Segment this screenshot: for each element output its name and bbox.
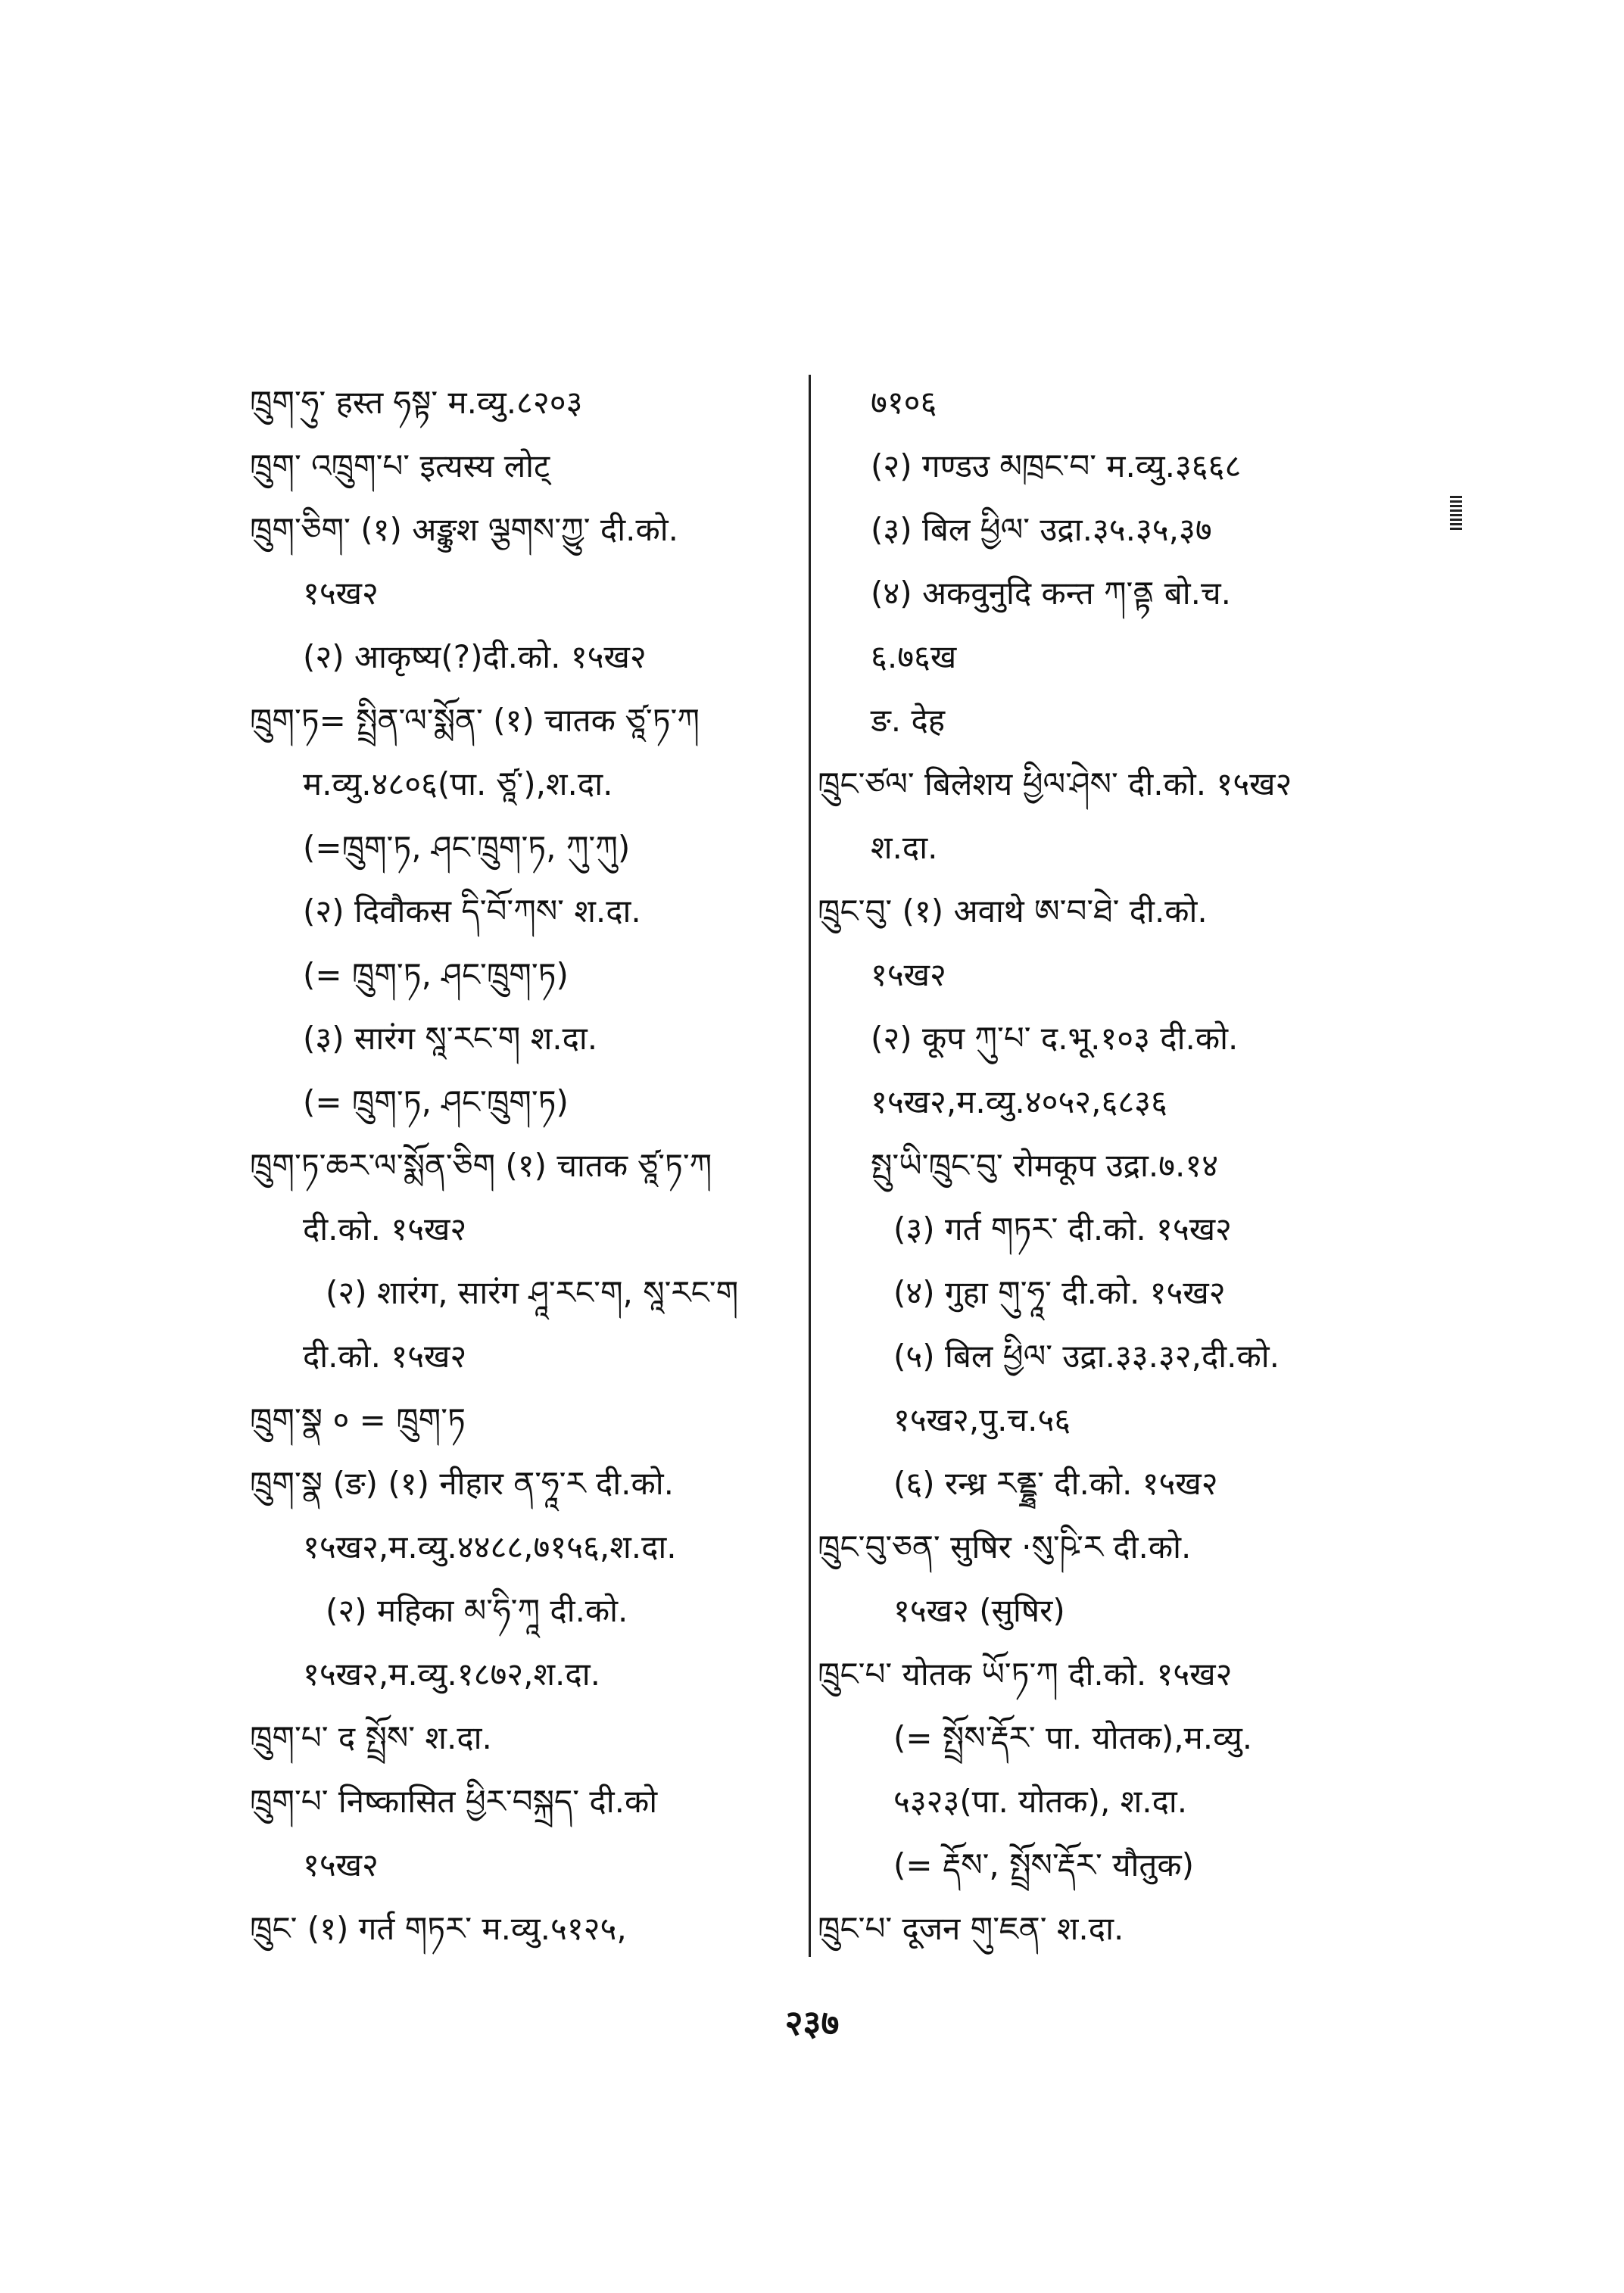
left-column bbox=[250, 371, 803, 1961]
entry-line: (२) आकृष्य(?)दी.को. १५ख२ bbox=[303, 638, 647, 675]
entry-line: (३) बिल ཕྱིལ་ उद्रा.३५.३५,३७ bbox=[871, 511, 1212, 548]
page-number: २३७ bbox=[784, 2002, 840, 2043]
entry-line: ङ. देह bbox=[871, 702, 946, 739]
right-column bbox=[818, 371, 1439, 1961]
entry-line: ཁྲུག་པ་ निष्कासित ཕྱིར་བསྐྲད་ दी.को bbox=[250, 1783, 658, 1820]
entry-line: (३) गर्त གཏར་ दी.को. १५ख२ bbox=[893, 1210, 1232, 1248]
entry-line: (६) रन्ध्र རནྡྷྲ་ दी.को. १५ख२ bbox=[893, 1465, 1218, 1502]
entry-line: ཁྲུང་བུ་ཅན་ सुषिर ·སུ་ཥི་ར दी.को. bbox=[818, 1528, 1192, 1566]
entry-line: १५ख२,म.व्यु.१८७२,श.दा. bbox=[303, 1656, 600, 1693]
entry-line: (२) गण्डउ མཁྲང་བ་ म.व्यु.३६६८ bbox=[871, 447, 1242, 484]
entry-line: १५ख२,म.व्यु.४४८८,७१५६,श.दा. bbox=[303, 1528, 677, 1566]
entry-line: १५ख२,म.व्यु.४०५२,६८३६ bbox=[871, 1083, 1167, 1120]
entry-line: (२) शारंग, सारंग ཤཱ་རང་ག, སཱ་རང་ག bbox=[326, 1274, 739, 1311]
entry-line: श.दा. bbox=[871, 829, 938, 866]
entry-line: ཁྲུང་པ་ दूजन གུ་ཇན་ श.दा. bbox=[818, 1910, 1124, 1947]
entry-line: ५३२३(पा. योतक), श.दा. bbox=[893, 1783, 1188, 1820]
entry-line: (४) गुहा གུ་ཧཱ་ दी.को. १५ख२ bbox=[893, 1274, 1226, 1311]
entry-line: म.व्यु.४८०६(पा. ཙཱ་),श.दा. bbox=[303, 765, 613, 802]
entry-line: (२) दिवौकस དི་བོ་ཀས་ श.दा. bbox=[303, 893, 641, 930]
column-divider bbox=[809, 375, 811, 1957]
entry-line: (४) अकवुनुदि कन्त ཀ་ནྟ बो.च. bbox=[871, 575, 1231, 612]
entry-line: ཁྲུང་ (१) गर्त གཏར་ म.व्यु.५१२५, bbox=[250, 1910, 627, 1947]
entry-line: ཁྲུག་ཏ= སྤྲིན་ལ་སྨོན་ (१) चातक ཙཱ་ཏ་ཀ bbox=[250, 702, 700, 739]
entry-line: ཁྲུང་བུ་ (१) अवाथे ཨ་བ་ཐེ་ दी.को. bbox=[818, 893, 1208, 930]
entry-line: १५ख२ bbox=[303, 1846, 379, 1883]
entry-line: (= ཁྲུག་ཏ, ཤང་ཁྲུག་ཏ) bbox=[303, 956, 569, 993]
entry-line: ཁྲུང་ཙལ་ बिलेशय ཕྱིལ་ཤེས་ दी.को. १५ख२ bbox=[818, 765, 1292, 802]
entry-line: ཁྲུང་པ་ योतक ཡོ་ཏ་ཀ दी.को. १५ख२ bbox=[818, 1656, 1233, 1693]
entry-line: ཁྲུག་སྣ ० = ཁྲུག་ཏ bbox=[250, 1401, 466, 1438]
entry-line: १५ख२ bbox=[871, 956, 946, 993]
margin-mark bbox=[1450, 496, 1462, 531]
entry-line: १५ख२ bbox=[303, 575, 379, 612]
entry-line: दी.को. १५ख२ bbox=[303, 1338, 467, 1375]
entry-line: (= སྤྲོས་རྡོར་ पा. योतक),म.व्यु. bbox=[893, 1719, 1253, 1756]
entry-line: (५) बिल ཕྱིལ་ उद्रा.३३.३२,दी.को. bbox=[893, 1338, 1280, 1375]
entry-line: १५ख२ (सुषिर) bbox=[893, 1592, 1065, 1629]
entry-line: (=ཁྲུག་ཏ, ཤང་ཁྲུག་ཏ, ཀུ་ཀུ) bbox=[303, 829, 631, 866]
entry-line: ཁྲུག་པ་ द སྤྲོས་ श.दा. bbox=[250, 1719, 492, 1756]
entry-line: ७१०६ bbox=[871, 384, 937, 421]
entry-line: दी.को. १५ख२ bbox=[303, 1210, 467, 1248]
entry-line: ཁྲུག་ཧུ་ हस्त ཧསྟ་ म.व्यु.८२०३ bbox=[250, 384, 583, 421]
entry-line: (२) महिका མ་ཧི་ཀཱ दी.को. bbox=[326, 1592, 628, 1629]
entry-line: (= ཁྲུག་ཏ, ཤང་ཁྲུག་ཏ) bbox=[303, 1083, 569, 1120]
entry-line: སྤུ་ཡི་ཁྲུང་བུ་ रोमकूप उद्रा.७.१४ bbox=[871, 1147, 1219, 1184]
entry-line: ཁྲུག་ཅིག་ (१) अङ्कुश ལྕགས་ཀྱུ་ दी.को. bbox=[250, 511, 678, 548]
entry-line: (= རྡོས་, སྤྲོས་རྡོར་ यौतुक) bbox=[893, 1846, 1195, 1883]
entry-line: ཁྲུག་སྣ (ङ) (१) नीहार ན་ཧཱ་ར दी.को. bbox=[250, 1465, 675, 1502]
entry-line: ६.७६ख bbox=[871, 638, 957, 675]
entry-line: ཁྲུག་ཏ་ཆར་ལ་སྨོན་ཅིག (१) चातक ཙཱ་ཏ་ཀ bbox=[250, 1147, 712, 1184]
entry-line: (२) कूप ཀུ་པ་ द.भू.१०३ दी.को. bbox=[871, 1020, 1239, 1057]
entry-line: ཁྲུག་ འཁྲུག་པ་ इत्यस्य लोट् bbox=[250, 447, 550, 484]
entry-line: (३) सारंग སཱ་རང་ག श.दा. bbox=[303, 1020, 598, 1057]
entry-line: १५ख२,पु.च.५६ bbox=[893, 1401, 1071, 1438]
